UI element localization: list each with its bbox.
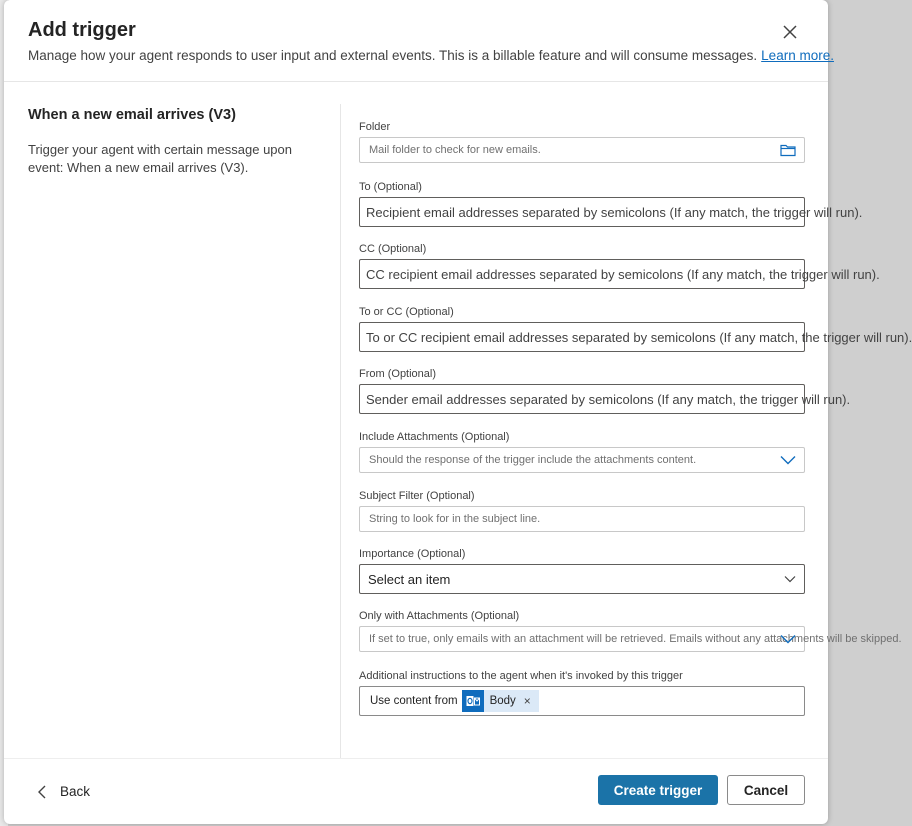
instructions-field <box>359 670 805 716</box>
cc-input[interactable] <box>359 259 880 289</box>
instructions-input[interactable] <box>359 686 805 716</box>
folder-icon <box>780 144 796 157</box>
dialog-title: Add trigger <box>28 19 136 41</box>
importance-field <box>359 548 805 594</box>
subject-filter-input[interactable] <box>359 506 805 532</box>
trigger-info-panel <box>28 107 318 177</box>
from-input[interactable] <box>359 384 851 414</box>
cc-value: CC recipient email addresses separated by semicolons (If any match, the trigger will run). <box>366 266 880 282</box>
folder-picker-button[interactable] <box>780 144 796 157</box>
subject-filter-field <box>359 490 805 532</box>
include-attachments-label: Include Attachments (Optional) <box>359 431 510 443</box>
body-token[interactable] <box>484 690 539 712</box>
back-button[interactable] <box>38 784 90 799</box>
to-value: Recipient email addresses separated by semicolons (If any match, the trigger will run). <box>366 204 863 220</box>
outlook-icon <box>462 690 484 712</box>
from-field <box>359 368 851 414</box>
to-or-cc-label: To or CC (Optional) <box>359 306 454 318</box>
close-button[interactable] <box>778 20 802 44</box>
chevron-down-icon <box>780 634 796 644</box>
importance-toggle[interactable] <box>784 575 796 583</box>
only-attachments-placeholder: If set to true, only emails with an attachment will be retrieved. Emails without any attachments will be skipped. <box>369 633 902 645</box>
folder-label: Folder <box>359 121 391 133</box>
chevron-down-icon <box>780 455 796 465</box>
learn-more-link[interactable]: Learn more. <box>761 48 834 63</box>
dialog-subtitle-text: Manage how your agent responds to user input and external events. This is a billable feature and will consume messages. <box>28 48 758 63</box>
include-attachments-toggle[interactable] <box>780 455 796 465</box>
only-attachments-dropdown[interactable] <box>359 626 902 652</box>
remove-token-icon[interactable]: × <box>523 694 531 708</box>
cancel-button[interactable]: Cancel <box>727 775 805 805</box>
back-label: Back <box>60 784 91 799</box>
chevron-down-icon <box>784 575 796 583</box>
create-trigger-button[interactable]: Create trigger <box>598 775 718 805</box>
subject-filter-placeholder: String to look for in the subject line. <box>369 513 541 525</box>
include-attachments-dropdown[interactable] <box>359 447 805 473</box>
from-label: From (Optional) <box>359 368 437 380</box>
to-or-cc-value: To or CC recipient email addresses separated by semicolons (If any match, the trigger will run). <box>366 329 912 345</box>
include-attachments-field <box>359 431 805 473</box>
trigger-description: Trigger your agent with certain message upon event: When a new email arrives (V3). <box>28 142 292 175</box>
cc-field <box>359 243 880 289</box>
importance-value: Select an item <box>368 571 451 587</box>
instructions-label: Additional instructions to the agent when it's invoked by this trigger <box>359 670 683 682</box>
to-field <box>359 181 863 227</box>
footer-divider <box>4 758 828 759</box>
folder-placeholder: Mail folder to check for new emails. <box>369 144 541 156</box>
cc-label: CC (Optional) <box>359 243 427 255</box>
use-content-label: Use content from <box>370 695 458 707</box>
only-attachments-label: Only with Attachments (Optional) <box>359 610 520 622</box>
to-or-cc-input[interactable] <box>359 322 912 352</box>
folder-input[interactable] <box>359 137 805 163</box>
body-token-label: Body <box>489 695 516 707</box>
to-label: To (Optional) <box>359 181 422 193</box>
include-attachments-placeholder: Should the response of the trigger include the attachments content. <box>369 454 697 466</box>
close-icon <box>783 25 797 39</box>
subject-filter-label: Subject Filter (Optional) <box>359 490 475 502</box>
importance-dropdown[interactable] <box>359 564 805 594</box>
importance-label: Importance (Optional) <box>359 548 466 560</box>
only-attachments-toggle[interactable] <box>780 634 796 644</box>
to-input[interactable] <box>359 197 863 227</box>
from-value: Sender email addresses separated by semicolons (If any match, the trigger will run). <box>366 391 851 407</box>
panel-divider <box>340 104 341 758</box>
only-attachments-field <box>359 610 902 652</box>
trigger-name: When a new email arrives (V3) <box>28 107 236 123</box>
folder-field <box>359 121 805 163</box>
chevron-left-icon <box>38 785 46 799</box>
to-or-cc-field <box>359 306 912 352</box>
dialog-header <box>4 0 834 82</box>
add-trigger-dialog <box>4 0 912 824</box>
dialog-subtitle <box>28 48 834 63</box>
